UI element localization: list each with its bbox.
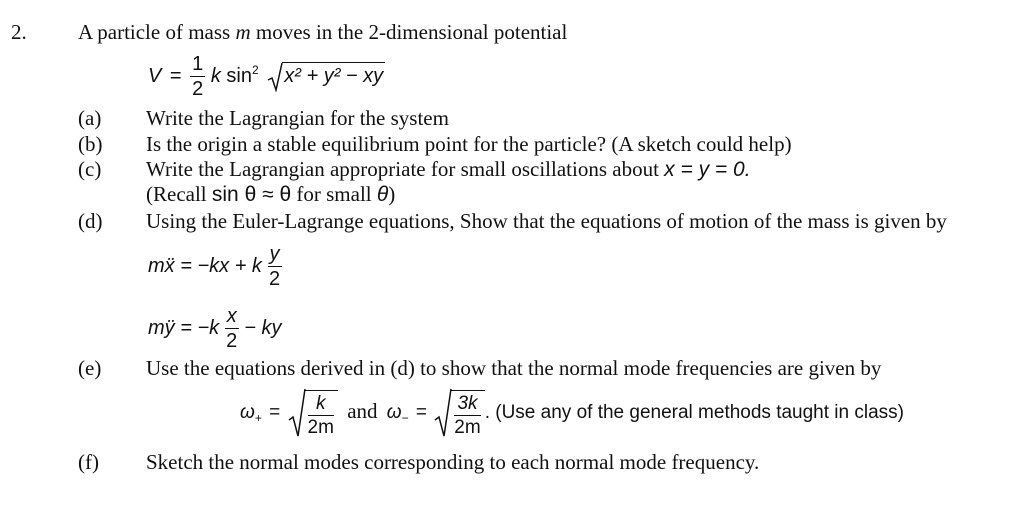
intro-mass-symbol: m (235, 20, 251, 44)
eom-x-denominator: 2 (268, 268, 281, 290)
part-e-tail: . (Use any of the general methods taught in class) (484, 402, 904, 424)
part-c-condition: x = y = 0. (664, 158, 751, 181)
square-root-icon (267, 62, 283, 92)
part-c-label: (c) (78, 157, 102, 181)
potential-radicand: x² + y² − xy (282, 62, 385, 87)
equation-of-motion-x (148, 244, 282, 289)
omega-minus-subscript: − (401, 411, 409, 426)
eom-y-lhs: mÿ = −k (148, 316, 220, 339)
potential-sin-power: 2 (251, 62, 259, 77)
eom-x-lhs: mẍ = −kx + k (148, 254, 262, 277)
omega-minus-numerator: 3k (454, 394, 480, 416)
potential-V: V (148, 64, 162, 87)
part-d-label: (d) (78, 209, 103, 233)
omega-minus: ω (386, 402, 402, 424)
fraction-denominator: 2 (192, 78, 204, 100)
omega-minus-fraction (450, 390, 484, 437)
omega-plus: ω (240, 402, 255, 424)
part-c-text (146, 159, 751, 180)
omega-plus-subscript: + (254, 411, 262, 426)
eom-y-tail: − ky (238, 316, 282, 339)
recall-mid: for small (291, 182, 377, 206)
part-c-recall (146, 184, 395, 205)
part-e-text: Use the equations derived in (d) to show that the normal mode frequencies are given by (146, 356, 882, 380)
potential-sin: sin (226, 64, 252, 87)
omega-plus-equals: = (269, 402, 281, 424)
eom-x-fraction (268, 244, 282, 289)
eom-x-numerator: y (269, 243, 280, 265)
potential-equals: = (169, 64, 182, 87)
part-a-text: Write the Lagrangian for the system (146, 106, 449, 130)
part-b-label: (b) (78, 132, 103, 156)
eom-y-numerator: x (226, 305, 237, 327)
and-word: and (347, 399, 378, 424)
omega-plus-numerator: k (308, 394, 334, 416)
part-f-label: (f) (78, 450, 99, 474)
recall-pre: (Recall (146, 182, 212, 206)
eom-y-fraction (225, 306, 239, 351)
part-c-main: Write the Lagrangian appropriate for small oscillations about (146, 157, 665, 181)
potential-half-fraction (190, 54, 205, 99)
problem-intro (78, 22, 567, 43)
omega-plus-denominator: 2m (307, 416, 334, 438)
fraction-numerator: 1 (192, 53, 204, 75)
omega-minus-denominator: 2m (454, 416, 481, 438)
recall-approximation: sin θ ≈ θ (211, 183, 292, 206)
normal-mode-frequencies (240, 388, 904, 438)
potential-equation (148, 54, 385, 99)
part-a-label: (a) (78, 106, 102, 130)
omega-plus-fraction (304, 390, 338, 437)
eom-y-denominator: 2 (226, 330, 238, 352)
problem-number: 2. (11, 20, 27, 44)
equation-of-motion-y (148, 306, 282, 351)
intro-pre: A particle of mass (78, 20, 236, 44)
recall-end: ) (388, 182, 396, 206)
part-d-text: Using the Euler-Lagrange equations, Show that the equations of motion of the mass is given by (146, 209, 947, 233)
recall-theta: θ (376, 183, 389, 206)
omega-minus-equals: = (415, 402, 428, 424)
potential-k: k (210, 64, 221, 87)
part-b-text: Is the origin a stable equilibrium point for the particle? (A sketch could help) (146, 132, 792, 156)
intro-post: moves in the 2-dimensional potential (250, 20, 568, 44)
part-e-label: (e) (78, 356, 102, 380)
part-f-text: Sketch the normal modes corresponding to each normal mode frequency. (146, 450, 760, 474)
